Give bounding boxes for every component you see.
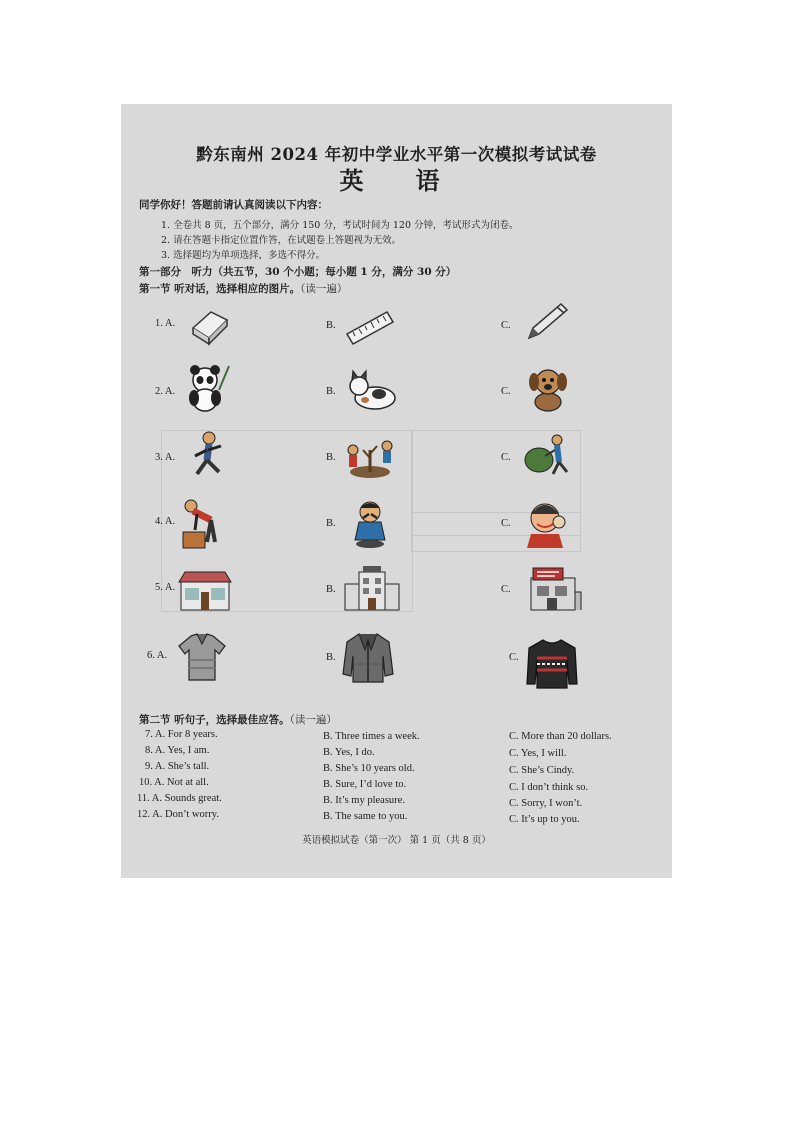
option-label-c: C.: [509, 652, 519, 663]
option-a: 11. A. Sounds great.: [137, 793, 222, 804]
page-footer: 英语模拟试卷（第一次） 第 1 页（共 8 页）: [302, 835, 491, 846]
running-boy-icon: [183, 428, 237, 482]
gardening-icon: [519, 428, 573, 482]
question-label: 3. A.: [155, 452, 176, 463]
option-b: B. The same to you.: [323, 811, 408, 822]
option-a: 7. A. For 8 years.: [145, 729, 218, 740]
part1-title: 第一部分 听力（共五节，30 个小题；每小题 1 分，满分 30 分）: [139, 266, 457, 278]
section2-title: [139, 712, 337, 727]
option-label-b: B.: [326, 518, 336, 529]
panda-icon: [179, 360, 233, 414]
option-c: C. More than 20 dollars.: [509, 731, 612, 742]
instructions-greeting: 同学你好！答题前请认真阅读以下内容：: [139, 199, 328, 211]
option-c: C. Yes, I will.: [509, 748, 567, 759]
question-label: 5. A.: [155, 582, 176, 593]
option-b: B. She’s 10 years old.: [323, 763, 415, 774]
section2-heading: 第二节 听句子，选择最佳应答。: [139, 714, 290, 726]
option-c: C. Sorry, I won’t.: [509, 798, 583, 809]
option-a: 8. A. Yes, I am.: [145, 745, 210, 756]
option-label-c: C.: [501, 320, 511, 331]
eraser-icon: [183, 298, 237, 352]
option-c: C. It’s up to you.: [509, 814, 580, 825]
option-b: B. Yes, I do.: [323, 747, 375, 758]
option-b: B. Sure, I’d love to.: [323, 779, 407, 790]
option-label-b: B.: [326, 452, 336, 463]
option-b: B. It’s my pleasure.: [323, 795, 405, 806]
instruction-note: 1. 全卷共 8 页，五个部分，满分 150 分，考试时间为 120 分钟，考试形式为闭卷。: [161, 220, 519, 231]
question-label: 4. A.: [155, 516, 176, 527]
pencil-icon: [519, 296, 573, 350]
instruction-note: 2. 请在答题卡指定位置作答，在试题卷上答题视为无效。: [161, 235, 402, 246]
sweater-icon: [525, 636, 579, 690]
question-label: 1. A.: [155, 318, 176, 329]
section1-title: [139, 281, 347, 296]
polo-shirt-icon: [175, 630, 229, 684]
option-b: B. Three times a week.: [323, 731, 420, 742]
exam-subject: 英 语: [339, 166, 454, 195]
option-c: C. I don’t think so.: [509, 782, 589, 793]
option-label-c: C.: [501, 584, 511, 595]
option-a: 9. A. She’s tall.: [145, 761, 210, 772]
cinema-icon: [525, 562, 585, 616]
dog-icon: [521, 360, 575, 414]
cat-icon: [345, 362, 399, 416]
option-label-b: B.: [326, 320, 336, 331]
sad-boy-icon: [343, 496, 397, 550]
question-label: 6. A.: [147, 650, 168, 661]
option-label-c: C.: [501, 386, 511, 397]
section1-note: （读一遍）: [300, 283, 348, 295]
school-icon: [341, 562, 403, 616]
ruler-icon: [343, 298, 397, 352]
option-a: 12. A. Don’t worry.: [137, 809, 219, 820]
exam-title: 黔东南州 2024 年初中学业水平第一次模拟考试试卷: [196, 145, 597, 164]
option-label-c: C.: [501, 518, 511, 529]
exam-page: [121, 104, 672, 878]
option-label-b: B.: [326, 584, 336, 595]
question-label: 2. A.: [155, 386, 176, 397]
planting-tree-icon: [343, 428, 397, 482]
option-label-c: C.: [501, 452, 511, 463]
back-pain-icon: [177, 496, 231, 550]
shop-icon: [175, 564, 235, 618]
jacket-icon: [341, 630, 395, 684]
option-label-b: B.: [326, 652, 336, 663]
option-a: 10. A. Not at all.: [139, 777, 209, 788]
section1-heading: 第一节 听对话，选择相应的图片。: [139, 283, 301, 295]
toothache-icon: [519, 496, 573, 550]
option-label-b: B.: [326, 386, 336, 397]
instruction-note: 3. 选择题均为单项选择，多选不得分。: [161, 250, 326, 261]
section2-note: （读一遍）: [289, 714, 337, 726]
option-c: C. She’s Cindy.: [509, 765, 575, 776]
